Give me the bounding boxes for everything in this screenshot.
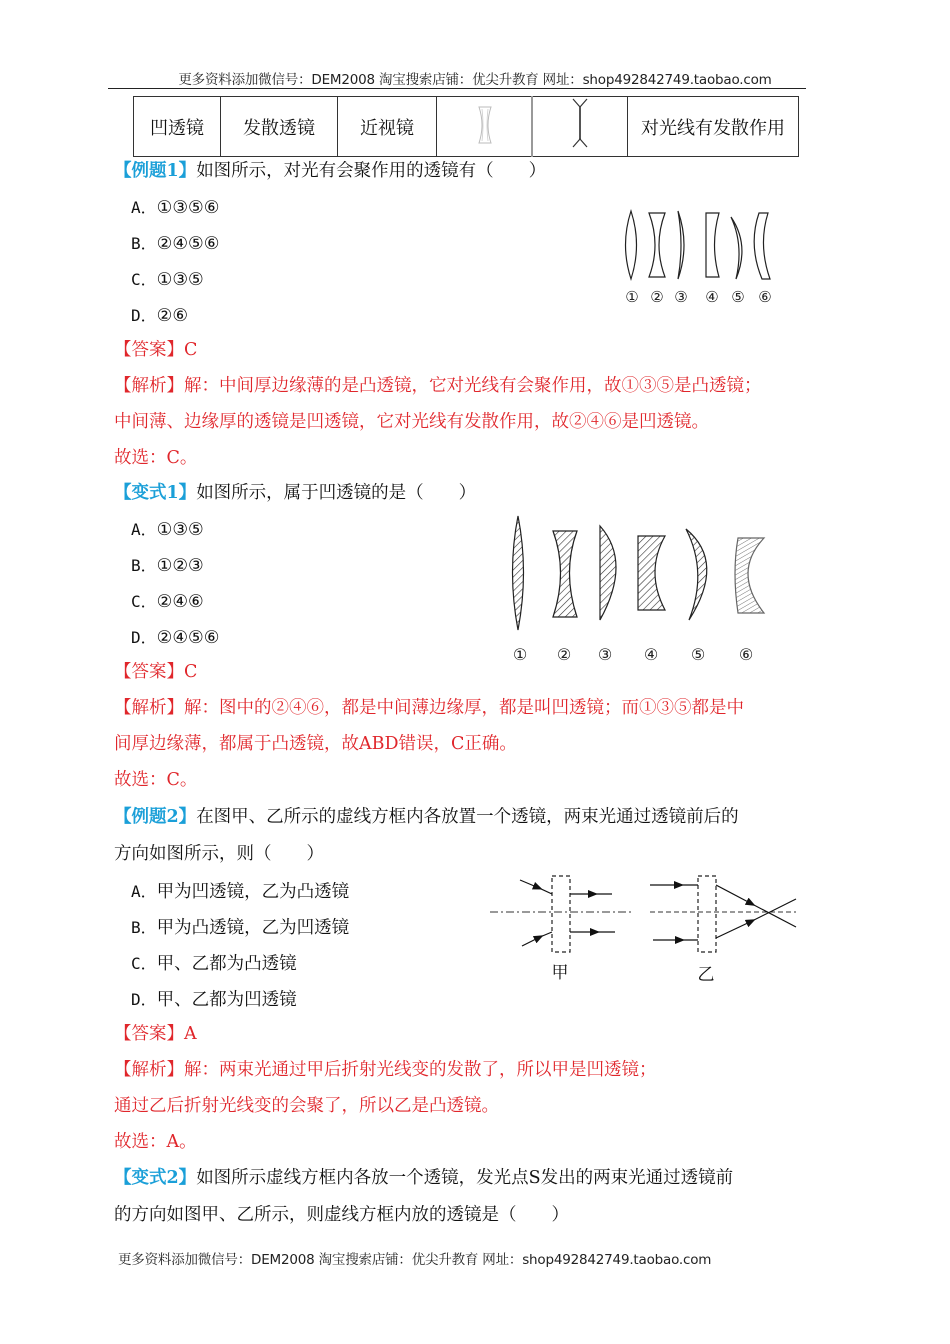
variant1-option-a bbox=[131, 517, 204, 540]
example1-option-a bbox=[131, 195, 219, 218]
analysis-label: 【解析】 bbox=[114, 698, 184, 718]
example1-analysis-line2: 中间薄、边缘厚的透镜是凹透镜，它对光线有发散作用，故②④⑥是凹透镜。 bbox=[114, 412, 709, 432]
example1-question bbox=[114, 159, 546, 183]
example2-option-d bbox=[131, 986, 297, 1011]
variant2-question-text: 如图所示虚线方框内各放一个透镜，发光点S发出的两束光通过透镜前 bbox=[196, 1168, 734, 1188]
variant2-question-line2: 的方向如图甲、乙所示，则虚线方框内放的透镜是（ ） bbox=[114, 1205, 569, 1225]
example2-question-line1 bbox=[114, 805, 739, 829]
option-letter: D． bbox=[131, 990, 157, 1009]
variant1-question-text: 如图所示，属于凹透镜的是（ ） bbox=[196, 483, 477, 503]
answer-label: 【答案】 bbox=[114, 662, 184, 682]
option-text: ①③⑤ bbox=[156, 520, 204, 540]
example1-question-text: 如图所示，对光有会聚作用的透镜有（ ） bbox=[196, 161, 547, 181]
option-letter: A． bbox=[131, 198, 157, 217]
header-divider bbox=[108, 88, 806, 89]
option-text: 甲、乙都为凹透镜 bbox=[156, 990, 297, 1010]
option-letter: A． bbox=[131, 520, 157, 539]
analysis-label: 【解析】 bbox=[114, 1060, 184, 1080]
svg-text:④: ④ bbox=[643, 645, 659, 664]
option-letter: C． bbox=[131, 954, 157, 973]
option-text: ②④⑤⑥ bbox=[156, 628, 220, 648]
svg-text:①: ① bbox=[625, 288, 639, 306]
table-row bbox=[134, 97, 799, 157]
example2-analysis-line2: 通过乙后折射光线变的会聚了，所以乙是凸透镜。 bbox=[114, 1096, 499, 1116]
variant1-lens-figure bbox=[500, 512, 770, 662]
example2-ray-figure bbox=[484, 870, 804, 985]
table-cell-application: 近视镜 bbox=[338, 97, 437, 157]
lens-table bbox=[133, 96, 799, 157]
option-letter: B． bbox=[131, 918, 157, 937]
svg-text:甲: 甲 bbox=[551, 963, 569, 983]
option-letter: D． bbox=[131, 628, 157, 647]
answer-value: C bbox=[184, 340, 198, 360]
answer-label: 【答案】 bbox=[114, 1024, 184, 1044]
option-text: ②④⑥ bbox=[156, 592, 204, 612]
svg-text:⑤: ⑤ bbox=[731, 288, 745, 306]
example2-answer bbox=[114, 1022, 197, 1046]
answer-value: A bbox=[184, 1024, 197, 1044]
table-cell-lens-name: 凹透镜 bbox=[134, 97, 221, 157]
example2-analysis-line1 bbox=[114, 1058, 657, 1082]
table-cell-symbol bbox=[532, 97, 628, 157]
svg-text:乙: 乙 bbox=[697, 965, 715, 985]
example1-option-d bbox=[131, 303, 188, 326]
option-text: ②④⑤⑥ bbox=[156, 234, 220, 254]
example2-tag: 【例题2】 bbox=[114, 807, 197, 827]
example1-answer bbox=[114, 338, 197, 362]
example1-analysis-line1 bbox=[114, 374, 762, 398]
option-text: ①③⑤⑥ bbox=[156, 198, 220, 218]
variant1-analysis-line2: 间厚边缘薄，都属于凸透镜，故ABD错误，C正确。 bbox=[114, 734, 517, 754]
variant2-tag: 【变式2】 bbox=[114, 1168, 197, 1188]
page-footer-text: 更多资料添加微信号：DEM2008 淘宝搜索店铺：优尖升教育 网址：shop492842749.taobao.com bbox=[118, 1252, 712, 1268]
example1-conclusion: 故选：C。 bbox=[114, 448, 198, 468]
answer-label: 【答案】 bbox=[114, 340, 184, 360]
svg-text:⑤: ⑤ bbox=[690, 645, 706, 664]
analysis-text: 解：中间厚边缘薄的是凸透镜，它对光线有会聚作用，故①③⑤是凸透镜； bbox=[184, 376, 762, 396]
option-letter: D． bbox=[131, 306, 157, 325]
example1-tag: 【例题1】 bbox=[114, 161, 197, 181]
variant1-analysis-line1 bbox=[114, 696, 744, 720]
example1-option-c bbox=[131, 267, 204, 290]
concave-lens-shape-icon bbox=[475, 105, 495, 145]
svg-text:②: ② bbox=[650, 288, 664, 306]
svg-text:⑥: ⑥ bbox=[758, 288, 772, 306]
analysis-label: 【解析】 bbox=[114, 376, 184, 396]
example2-question-line2: 方向如图所示，则（ ） bbox=[114, 844, 324, 864]
example2-option-a bbox=[131, 878, 349, 903]
analysis-text: 解：图中的②④⑥，都是中间薄边缘厚，都是叫凹透镜；而①③⑤都是中 bbox=[184, 698, 744, 718]
answer-value: C bbox=[184, 662, 198, 682]
page-header-text: 更多资料添加微信号：DEM2008 淘宝搜索店铺：优尖升教育 网址：shop492842749.taobao.com bbox=[178, 72, 772, 88]
variant2-question-line1 bbox=[114, 1166, 733, 1190]
example2-question-text: 在图甲、乙所示的虚线方框内各放置一个透镜，两束光通过透镜前后的 bbox=[196, 807, 739, 827]
variant1-tag: 【变式1】 bbox=[114, 483, 197, 503]
option-letter: A． bbox=[131, 882, 157, 901]
option-text: ①②③ bbox=[156, 556, 204, 576]
example1-lens-figure bbox=[618, 205, 788, 305]
option-letter: C． bbox=[131, 270, 157, 289]
option-letter: B． bbox=[131, 556, 157, 575]
variant1-question bbox=[114, 481, 476, 505]
example2-option-b bbox=[131, 914, 349, 939]
analysis-text: 解：两束光通过甲后折射光线变的发散了，所以甲是凹透镜； bbox=[184, 1060, 657, 1080]
option-text: 甲、乙都为凸透镜 bbox=[156, 954, 297, 974]
option-letter: B． bbox=[131, 234, 157, 253]
option-text: ①③⑤ bbox=[156, 270, 204, 290]
table-cell-shape bbox=[437, 97, 533, 157]
table-cell-alias: 发散透镜 bbox=[221, 97, 338, 157]
option-text: ②⑥ bbox=[156, 306, 189, 326]
option-text: 甲为凹透镜，乙为凸透镜 bbox=[156, 882, 350, 902]
concave-lens-symbol-icon bbox=[570, 99, 590, 155]
variant1-option-d bbox=[131, 625, 219, 648]
example1-option-b bbox=[131, 231, 219, 254]
variant1-conclusion: 故选：C。 bbox=[114, 770, 198, 790]
option-letter: C． bbox=[131, 592, 157, 611]
variant1-answer bbox=[114, 660, 197, 684]
svg-text:③: ③ bbox=[597, 645, 613, 664]
variant1-option-c bbox=[131, 589, 204, 612]
option-text: 甲为凸透镜，乙为凹透镜 bbox=[156, 918, 350, 938]
svg-text:①: ① bbox=[512, 645, 528, 664]
variant1-option-b bbox=[131, 553, 204, 576]
svg-text:③: ③ bbox=[674, 288, 688, 306]
example2-conclusion: 故选：A。 bbox=[114, 1132, 197, 1152]
svg-text:②: ② bbox=[556, 645, 572, 664]
table-cell-property: 对光线有发散作用 bbox=[628, 97, 799, 157]
svg-text:④: ④ bbox=[705, 288, 719, 306]
example2-option-c bbox=[131, 950, 297, 975]
svg-text:⑥: ⑥ bbox=[738, 645, 754, 664]
